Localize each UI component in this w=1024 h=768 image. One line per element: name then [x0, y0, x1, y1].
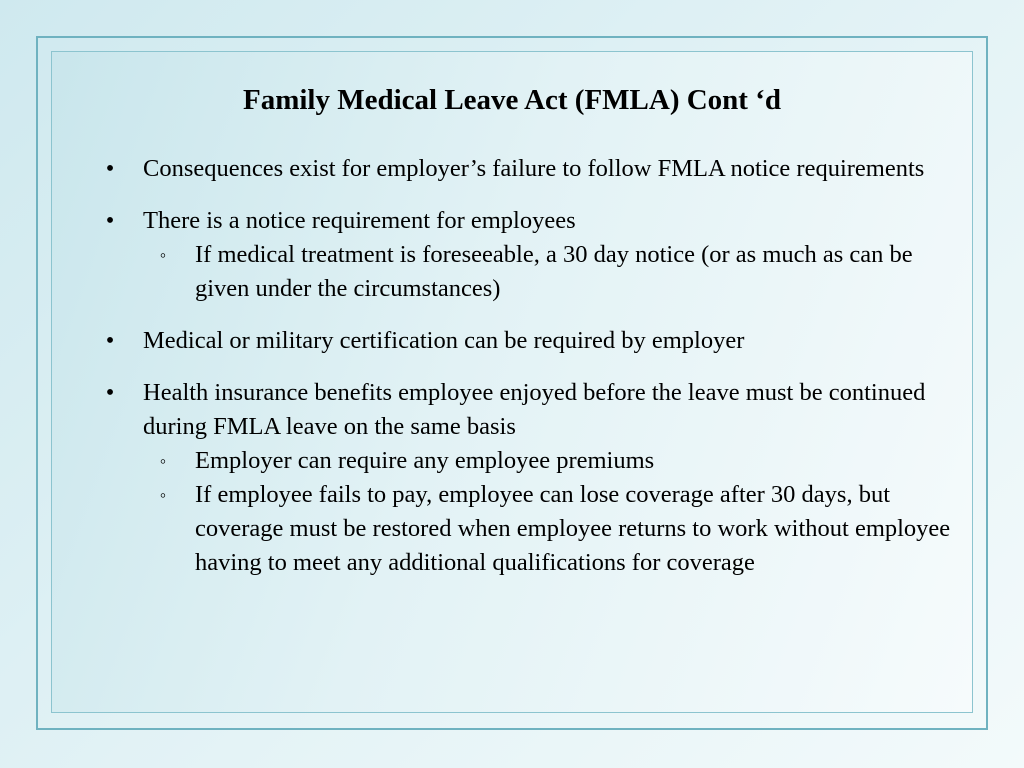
bullet-marker: • — [105, 327, 115, 354]
sub-bullet-text: Employer can require any employee premiums — [195, 447, 655, 474]
bullet-list — [100, 152, 970, 598]
bullet-item-employee-notice — [100, 204, 970, 306]
sub-bullet-text: If medical treatment is foreseeable, a 30 day notice (or as much as can be given under the circumstances) — [195, 241, 913, 302]
bullet-marker: • — [105, 207, 115, 234]
bullet-item-certification — [100, 324, 970, 358]
sub-bullet-item-foreseeable — [143, 238, 970, 306]
sub-bullet-item-fails-to-pay — [143, 478, 970, 580]
bullet-text: Consequences exist for employer’s failure to follow FMLA notice requirements — [143, 155, 925, 182]
bullet-text: Medical or military certification can be required by employer — [143, 327, 745, 354]
sub-bullet-marker: ◦ — [159, 451, 167, 471]
bullet-marker: • — [105, 379, 115, 406]
sub-bullet-list — [143, 444, 970, 580]
sub-bullet-marker: ◦ — [159, 485, 167, 505]
sub-bullet-marker: ◦ — [159, 245, 167, 265]
bullet-text: Health insurance benefits employee enjoyed before the leave must be continued during FMLA leave on the same basis — [143, 379, 926, 440]
bullet-text: There is a notice requirement for employees — [143, 207, 576, 234]
bullet-item-consequences — [100, 152, 970, 186]
sub-bullet-item-premiums — [143, 444, 970, 478]
sub-bullet-list — [143, 238, 970, 306]
slide-title: Family Medical Leave Act (FMLA) Cont ‘d — [242, 84, 781, 116]
bullet-marker: • — [105, 155, 115, 182]
sub-bullet-text: If employee fails to pay, employee can lose coverage after 30 days, but coverage must be restored when employee returns to work without employee having to meet any additional qualifications for coverage — [195, 481, 951, 576]
bullet-item-health-insurance — [100, 376, 970, 580]
